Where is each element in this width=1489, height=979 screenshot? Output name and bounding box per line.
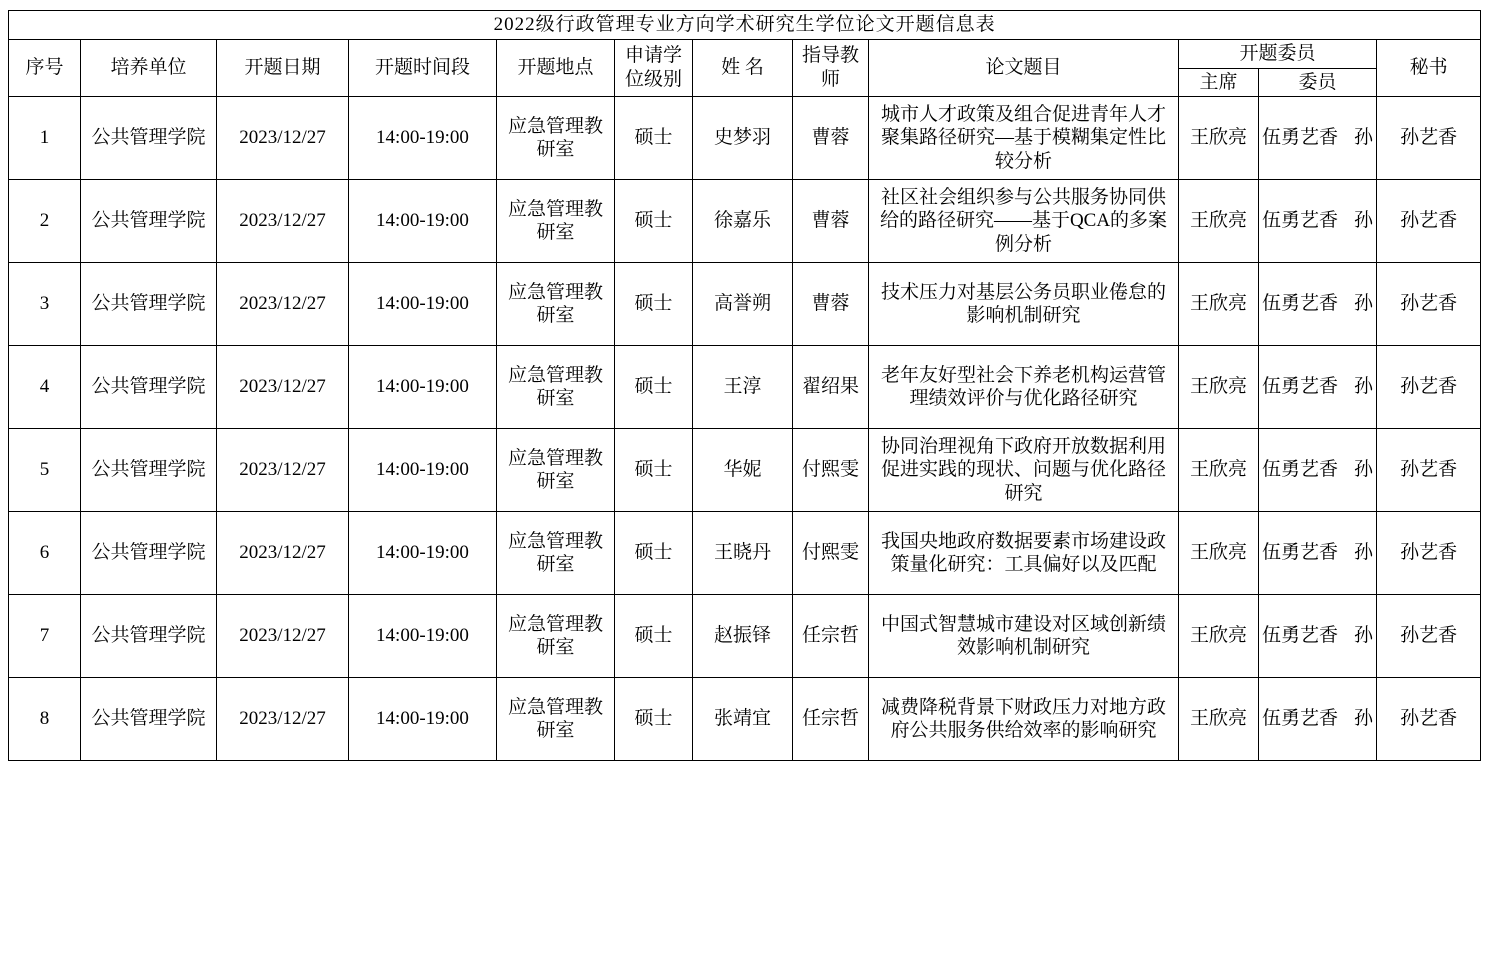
cell-time: 14:00-19:00 — [349, 429, 497, 512]
cell-member-secondary: 孙 — [1353, 376, 1373, 398]
cell-secretary: 孙艺香 — [1377, 678, 1481, 761]
cell-name: 高誉朔 — [693, 263, 793, 346]
cell-advisor: 曹蓉 — [793, 263, 869, 346]
cell-seq: 2 — [9, 180, 81, 263]
cell-member-primary: 伍勇艺香 — [1262, 459, 1339, 481]
cell-date: 2023/12/27 — [217, 97, 349, 180]
header-chair: 主席 — [1179, 68, 1259, 97]
cell-chair: 王欣亮 — [1179, 263, 1259, 346]
cell-member-secondary: 孙 — [1353, 542, 1373, 564]
cell-member-primary: 伍勇艺香 — [1262, 625, 1339, 647]
cell-unit: 公共管理学院 — [81, 97, 217, 180]
cell-topic: 城市人才政策及组合促进青年人才聚集路径研究—基于模糊集定性比较分析 — [869, 97, 1179, 180]
cell-members — [1259, 678, 1377, 761]
cell-advisor: 曹蓉 — [793, 97, 869, 180]
table-row — [9, 678, 1481, 761]
cell-members — [1259, 180, 1377, 263]
cell-degree: 硕士 — [615, 180, 693, 263]
cell-degree: 硕士 — [615, 512, 693, 595]
cell-chair: 王欣亮 — [1179, 429, 1259, 512]
cell-members — [1259, 97, 1377, 180]
cell-date: 2023/12/27 — [217, 346, 349, 429]
cell-place: 应急管理教研室 — [497, 97, 615, 180]
table-row — [9, 97, 1481, 180]
table-row — [9, 429, 1481, 512]
cell-chair: 王欣亮 — [1179, 512, 1259, 595]
cell-name: 徐嘉乐 — [693, 180, 793, 263]
cell-place: 应急管理教研室 — [497, 512, 615, 595]
header-name: 姓 名 — [693, 39, 793, 97]
header-place: 开题地点 — [497, 39, 615, 97]
table-row — [9, 512, 1481, 595]
cell-seq: 5 — [9, 429, 81, 512]
cell-member-secondary: 孙 — [1353, 127, 1373, 149]
cell-member-secondary: 孙 — [1353, 708, 1373, 730]
cell-secretary: 孙艺香 — [1377, 512, 1481, 595]
cell-name: 史梦羽 — [693, 97, 793, 180]
cell-seq: 4 — [9, 346, 81, 429]
cell-member-primary: 伍勇艺香 — [1262, 542, 1339, 564]
table-row — [9, 346, 1481, 429]
cell-topic: 我国央地政府数据要素市场建设政策量化研究：工具偏好以及匹配 — [869, 512, 1179, 595]
cell-secretary: 孙艺香 — [1377, 595, 1481, 678]
header-seq: 序号 — [9, 39, 81, 97]
cell-members — [1259, 512, 1377, 595]
cell-member-primary: 伍勇艺香 — [1262, 210, 1339, 232]
cell-unit: 公共管理学院 — [81, 429, 217, 512]
cell-member-primary: 伍勇艺香 — [1262, 376, 1339, 398]
cell-name: 华妮 — [693, 429, 793, 512]
cell-name: 张靖宜 — [693, 678, 793, 761]
cell-time: 14:00-19:00 — [349, 180, 497, 263]
table-row — [9, 263, 1481, 346]
cell-degree: 硕士 — [615, 595, 693, 678]
cell-date: 2023/12/27 — [217, 180, 349, 263]
cell-date: 2023/12/27 — [217, 263, 349, 346]
cell-member-secondary: 孙 — [1353, 625, 1373, 647]
cell-name: 王晓丹 — [693, 512, 793, 595]
header-degree: 申请学位级别 — [615, 39, 693, 97]
title-row — [9, 11, 1481, 40]
cell-seq: 3 — [9, 263, 81, 346]
cell-member-primary: 伍勇艺香 — [1262, 127, 1339, 149]
header-advisor: 指导教师 — [793, 39, 869, 97]
table-row — [9, 595, 1481, 678]
cell-seq: 6 — [9, 512, 81, 595]
cell-topic: 技术压力对基层公务员职业倦怠的影响机制研究 — [869, 263, 1179, 346]
header-members: 委员 — [1259, 68, 1377, 97]
cell-advisor: 翟绍果 — [793, 346, 869, 429]
cell-time: 14:00-19:00 — [349, 97, 497, 180]
cell-place: 应急管理教研室 — [497, 263, 615, 346]
cell-degree: 硕士 — [615, 346, 693, 429]
cell-date: 2023/12/27 — [217, 678, 349, 761]
cell-degree: 硕士 — [615, 429, 693, 512]
cell-time: 14:00-19:00 — [349, 678, 497, 761]
cell-degree: 硕士 — [615, 678, 693, 761]
cell-seq: 8 — [9, 678, 81, 761]
cell-chair: 王欣亮 — [1179, 180, 1259, 263]
thesis-proposal-table — [8, 10, 1481, 761]
cell-date: 2023/12/27 — [217, 512, 349, 595]
cell-secretary: 孙艺香 — [1377, 346, 1481, 429]
cell-unit: 公共管理学院 — [81, 263, 217, 346]
cell-seq: 1 — [9, 97, 81, 180]
header-date: 开题日期 — [217, 39, 349, 97]
cell-time: 14:00-19:00 — [349, 346, 497, 429]
cell-chair: 王欣亮 — [1179, 346, 1259, 429]
cell-unit: 公共管理学院 — [81, 346, 217, 429]
cell-degree: 硕士 — [615, 97, 693, 180]
cell-secretary: 孙艺香 — [1377, 180, 1481, 263]
cell-members — [1259, 429, 1377, 512]
cell-topic: 社区社会组织参与公共服务协同供给的路径研究——基于QCA的多案例分析 — [869, 180, 1179, 263]
header-secretary: 秘书 — [1377, 39, 1481, 97]
cell-advisor: 任宗哲 — [793, 678, 869, 761]
cell-date: 2023/12/27 — [217, 595, 349, 678]
header-row-1 — [9, 39, 1481, 68]
cell-advisor: 任宗哲 — [793, 595, 869, 678]
cell-seq: 7 — [9, 595, 81, 678]
cell-unit: 公共管理学院 — [81, 512, 217, 595]
header-unit: 培养单位 — [81, 39, 217, 97]
cell-members — [1259, 263, 1377, 346]
cell-place: 应急管理教研室 — [497, 678, 615, 761]
cell-name: 赵振铎 — [693, 595, 793, 678]
cell-topic: 中国式智慧城市建设对区域创新绩效影响机制研究 — [869, 595, 1179, 678]
cell-time: 14:00-19:00 — [349, 595, 497, 678]
cell-member-secondary: 孙 — [1353, 293, 1373, 315]
cell-time: 14:00-19:00 — [349, 263, 497, 346]
header-time: 开题时间段 — [349, 39, 497, 97]
cell-advisor: 付熙雯 — [793, 429, 869, 512]
cell-unit: 公共管理学院 — [81, 180, 217, 263]
cell-member-secondary: 孙 — [1353, 210, 1373, 232]
cell-secretary: 孙艺香 — [1377, 263, 1481, 346]
cell-advisor: 曹蓉 — [793, 180, 869, 263]
cell-topic: 协同治理视角下政府开放数据利用促进实践的现状、问题与优化路径研究 — [869, 429, 1179, 512]
cell-place: 应急管理教研室 — [497, 429, 615, 512]
cell-unit: 公共管理学院 — [81, 595, 217, 678]
cell-chair: 王欣亮 — [1179, 678, 1259, 761]
cell-members — [1259, 346, 1377, 429]
cell-member-primary: 伍勇艺香 — [1262, 708, 1339, 730]
cell-place: 应急管理教研室 — [497, 180, 615, 263]
cell-members — [1259, 595, 1377, 678]
cell-degree: 硕士 — [615, 263, 693, 346]
cell-time: 14:00-19:00 — [349, 512, 497, 595]
cell-place: 应急管理教研室 — [497, 595, 615, 678]
cell-unit: 公共管理学院 — [81, 678, 217, 761]
cell-topic: 减费降税背景下财政压力对地方政府公共服务供给效率的影响研究 — [869, 678, 1179, 761]
cell-date: 2023/12/27 — [217, 429, 349, 512]
cell-member-secondary: 孙 — [1353, 459, 1373, 481]
cell-topic: 老年友好型社会下养老机构运营管理绩效评价与优化路径研究 — [869, 346, 1179, 429]
table-row — [9, 180, 1481, 263]
cell-chair: 王欣亮 — [1179, 595, 1259, 678]
header-committee: 开题委员 — [1179, 39, 1377, 68]
cell-chair: 王欣亮 — [1179, 97, 1259, 180]
document-title: 2022级行政管理专业方向学术研究生学位论文开题信息表 — [9, 11, 1481, 40]
cell-secretary: 孙艺香 — [1377, 97, 1481, 180]
cell-secretary: 孙艺香 — [1377, 429, 1481, 512]
cell-member-primary: 伍勇艺香 — [1262, 293, 1339, 315]
cell-name: 王淳 — [693, 346, 793, 429]
cell-place: 应急管理教研室 — [497, 346, 615, 429]
header-topic: 论文题目 — [869, 39, 1179, 97]
cell-advisor: 付熙雯 — [793, 512, 869, 595]
